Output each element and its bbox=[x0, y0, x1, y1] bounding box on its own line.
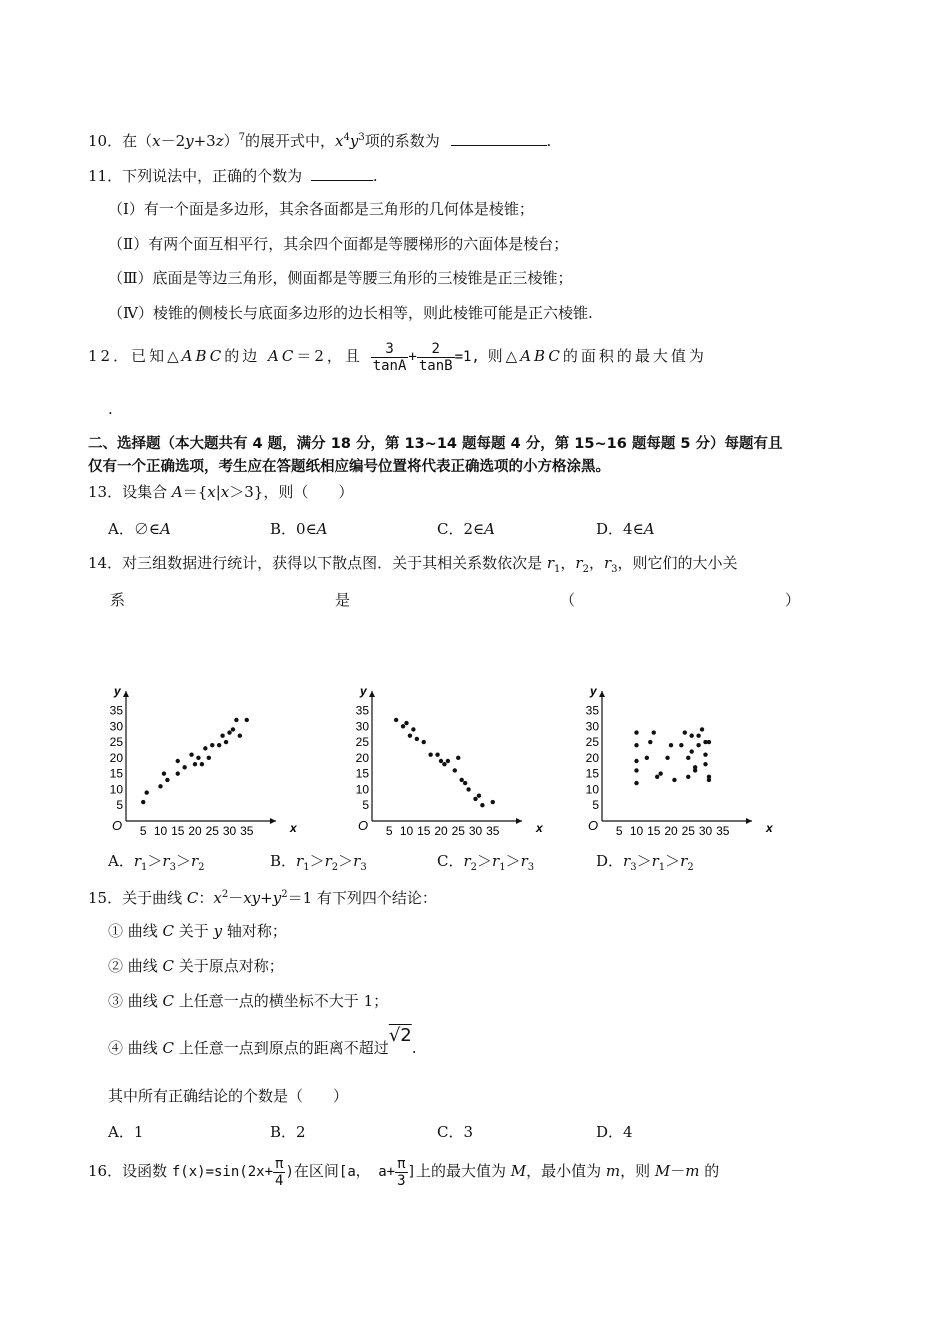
q11-item-2: （Ⅱ）有两个面互相平行，其余四个面都是等腰梯形的六面体是棱台； bbox=[108, 235, 569, 253]
y-axis-arrow bbox=[599, 691, 605, 697]
y-tick-label: 35 bbox=[109, 703, 123, 718]
x-axis-arrow bbox=[516, 818, 522, 824]
r-subscript: 3 bbox=[169, 862, 176, 873]
scatter-plot-3 bbox=[580, 684, 773, 839]
scatter-point bbox=[234, 718, 238, 722]
section-2-heading-line-2: 仅有一个正确选项，考生应在答题纸相应编号位置将代表正确选项的小方格涂黑。 bbox=[88, 459, 610, 475]
r-variable: r bbox=[162, 852, 170, 870]
scatter-point bbox=[200, 762, 204, 766]
scatter-point bbox=[193, 762, 197, 766]
q15-conclusion-2: ② 曲线 C 关于原点对称； bbox=[108, 957, 284, 975]
x-tick-label: 10 bbox=[399, 824, 414, 838]
answer-blank-11[interactable] bbox=[311, 164, 373, 181]
scatter-point bbox=[231, 727, 235, 731]
fraction-pi-3: $\frac{\pi}{3}$ bbox=[397, 1155, 406, 1189]
x-tick-label: 20 bbox=[664, 824, 678, 838]
scatter-point bbox=[404, 721, 408, 725]
scatter-point bbox=[446, 759, 450, 763]
scatter-point bbox=[658, 771, 662, 775]
scatter-point bbox=[634, 768, 638, 772]
q14-option-b[interactable]: B．$r_1>r_2>r_3$ bbox=[270, 852, 367, 873]
x-axis-arrow bbox=[746, 818, 752, 824]
origin-label: O bbox=[112, 818, 123, 833]
y-tick-label: 5 bbox=[362, 798, 369, 813]
y-tick-label: 30 bbox=[109, 719, 123, 734]
question-11: 11．下列说法中，正确的个数为 . bbox=[88, 164, 378, 186]
x-tick-label: 30 bbox=[698, 824, 713, 838]
scatter-point bbox=[634, 759, 638, 763]
q15-question: 其中所有正确结论的个数是（ ） bbox=[108, 1087, 349, 1105]
scatter-point bbox=[176, 771, 180, 775]
y-tick-label: 10 bbox=[585, 782, 599, 797]
question-15: 15．关于曲线 C：$x^2-xy+y^2=1$ 有下列四个结论： bbox=[88, 889, 437, 907]
x-axis-label: x bbox=[766, 821, 773, 835]
q14-option-c[interactable]: C．$r_2>r_1>r_3$ bbox=[437, 852, 535, 873]
scatter-point bbox=[428, 752, 432, 756]
r-variable: r bbox=[190, 852, 199, 870]
scatter-point bbox=[634, 781, 638, 785]
scatter-point bbox=[655, 775, 659, 779]
x-axis-label: x bbox=[290, 821, 297, 835]
scatter-point bbox=[693, 768, 697, 772]
r-variable: r bbox=[324, 852, 332, 870]
scatter-point bbox=[491, 800, 495, 804]
scatter-point bbox=[700, 727, 704, 731]
scatter-point bbox=[703, 752, 707, 756]
r-subscript: 1 bbox=[658, 862, 666, 873]
scatter-point bbox=[686, 775, 690, 779]
y-axis-arrow bbox=[123, 691, 129, 697]
x-tick-label: 35 bbox=[486, 824, 500, 838]
x-tick-label: 15 bbox=[417, 824, 431, 838]
x-tick-label: 30 bbox=[468, 824, 483, 838]
scatter-point bbox=[679, 743, 683, 747]
scatter-point bbox=[463, 781, 467, 785]
q11-item-3: （Ⅲ）底面是等边三角形，侧面都是等腰三角形的三棱锥是正三棱锥； bbox=[108, 269, 573, 287]
scatter-point bbox=[415, 737, 419, 741]
scatter-point bbox=[669, 743, 673, 747]
scatter-point bbox=[707, 740, 711, 744]
q15-option-d[interactable]: D．4 bbox=[596, 1123, 633, 1141]
y-axis-label: y bbox=[590, 684, 597, 698]
scatter-point bbox=[442, 762, 446, 766]
y-axis-arrow bbox=[369, 691, 375, 697]
x-tick-label: 25 bbox=[205, 824, 219, 838]
scatter-point bbox=[439, 759, 443, 763]
scatter-point bbox=[224, 740, 228, 744]
r-subscript: 1 bbox=[303, 862, 310, 873]
y-tick-label: 35 bbox=[585, 703, 599, 718]
x-tick-label: 20 bbox=[188, 824, 202, 838]
scatter-point bbox=[196, 756, 200, 760]
q13-option-c[interactable]: C．2∈A bbox=[437, 520, 495, 538]
y-tick-label: 25 bbox=[355, 735, 369, 750]
r-variable: r bbox=[520, 852, 528, 870]
scatter-point bbox=[683, 730, 687, 734]
x-tick-label: 10 bbox=[153, 824, 168, 838]
y-tick-label: 5 bbox=[116, 798, 123, 813]
scatter-point bbox=[686, 756, 690, 760]
scatter-point bbox=[141, 800, 145, 804]
scatter-point bbox=[645, 756, 649, 760]
q14-option-d[interactable]: D．$r_3>r_1>r_2$ bbox=[596, 852, 694, 873]
scatter-point bbox=[652, 730, 656, 734]
scatter-point bbox=[145, 790, 149, 794]
x-tick-label: 35 bbox=[716, 824, 730, 838]
greater-than-sign: ＞ bbox=[338, 852, 354, 870]
q11-item-4: （Ⅳ）棱锥的侧棱长与底面多边形的边长相等，则此棱锥可能是正六棱锥. bbox=[108, 304, 593, 322]
r-subscript: 2 bbox=[687, 862, 694, 873]
x-tick-label: 20 bbox=[434, 824, 448, 838]
y-tick-label: 15 bbox=[585, 766, 599, 781]
y-tick-label: 10 bbox=[355, 782, 369, 797]
scatter-plot-1 bbox=[104, 684, 297, 839]
scatter-plot-2 bbox=[350, 684, 543, 839]
scatter-point bbox=[672, 778, 676, 782]
r-variable: r bbox=[680, 852, 688, 870]
r-subscript: 2 bbox=[331, 862, 339, 873]
scatter-point bbox=[690, 734, 694, 738]
greater-than-sign: ＞ bbox=[147, 852, 163, 870]
q15-conclusion-3: ③ 曲线 C 上任意一点的横坐标不大于 1； bbox=[108, 992, 389, 1010]
q15-conclusion-1: ① 曲线 C 关于 y 轴对称； bbox=[108, 922, 287, 940]
section-2-heading-line-1: 二、选择题（本大题共有 4 题，满分 18 分，第 13~14 题每题 4 分，第 15~16 题每题 5 分）每题有且 bbox=[88, 436, 783, 452]
scatter-point bbox=[210, 743, 214, 747]
scatter-point bbox=[466, 787, 470, 791]
scatter-point bbox=[220, 734, 224, 738]
y-tick-label: 20 bbox=[585, 750, 599, 765]
scatter-point bbox=[690, 749, 694, 753]
scatter-point bbox=[456, 756, 460, 760]
scatter-point bbox=[435, 752, 439, 756]
scatter-point bbox=[227, 730, 231, 734]
fraction-pi-4: $\frac{\pi}{4}$ bbox=[275, 1155, 284, 1189]
q13-option-d[interactable]: D．4∈A bbox=[596, 520, 655, 538]
scatter-point bbox=[176, 759, 180, 763]
greater-than-sign: ＞ bbox=[636, 852, 652, 870]
x-tick-label: 35 bbox=[240, 824, 254, 838]
scatter-point bbox=[477, 794, 481, 798]
x-tick-label: 15 bbox=[647, 824, 661, 838]
greater-than-sign: ＞ bbox=[309, 852, 325, 870]
question-12: 12．已知△ABC的边 AC＝2，且 $\frac{3}{\tan A}$ + $\frac{2}{\tan B}$ =1, 则△ABC的面积的最大值为 bbox=[88, 340, 707, 374]
scatter-point bbox=[394, 718, 398, 722]
scatter-point bbox=[207, 756, 211, 760]
r-subscript: 1 bbox=[141, 862, 148, 873]
scatter-point bbox=[189, 752, 193, 756]
scatter-point bbox=[460, 778, 464, 782]
question-14-continued: 系 是 （ ） bbox=[110, 591, 800, 609]
q15-option-b[interactable]: B．2 bbox=[270, 1123, 306, 1141]
y-tick-label: 35 bbox=[355, 703, 369, 718]
x-tick-label: 25 bbox=[681, 824, 695, 838]
q12-end-dot: . bbox=[108, 400, 113, 418]
r-variable: r bbox=[492, 852, 500, 870]
scatter-point bbox=[408, 734, 412, 738]
q15-option-a[interactable]: A．1 bbox=[108, 1123, 144, 1141]
r-subscript: 3 bbox=[630, 862, 637, 873]
y-tick-label: 5 bbox=[592, 798, 599, 813]
origin-label: O bbox=[588, 818, 599, 833]
origin-label: O bbox=[358, 818, 369, 833]
scatter-point bbox=[634, 730, 638, 734]
y-tick-label: 10 bbox=[109, 782, 123, 797]
x-tick-label: 15 bbox=[171, 824, 185, 838]
sqrt-2: √2 bbox=[388, 1025, 412, 1046]
r-variable: r bbox=[133, 852, 142, 870]
scatter-point bbox=[158, 784, 162, 788]
scatter-point bbox=[696, 734, 700, 738]
fraction-2-tanB: $\frac{2}{\tan B}$ bbox=[418, 340, 453, 374]
y-tick-label: 30 bbox=[585, 719, 599, 734]
greater-than-sign: ＞ bbox=[477, 852, 493, 870]
scatter-point bbox=[401, 724, 405, 728]
x-tick-label: 5 bbox=[139, 824, 147, 838]
x-axis-label: x bbox=[536, 821, 543, 835]
q14-option-a[interactable]: A．$r_1>r_3>r_2$ bbox=[108, 852, 205, 873]
scatter-point bbox=[165, 778, 169, 782]
y-axis-label: y bbox=[360, 684, 367, 698]
r-variable: r bbox=[296, 852, 304, 870]
greater-than-sign: ＞ bbox=[665, 852, 681, 870]
scatter-point bbox=[707, 778, 711, 782]
scatter-point bbox=[648, 740, 652, 744]
y-tick-label: 15 bbox=[109, 766, 123, 781]
question-14: 14．对三组数据进行统计，获得以下散点图．关于其相关系数依次是 $r_1$，$r_2$，$r_3$，则它们的大小关 bbox=[88, 554, 738, 575]
q15-conclusion-4: ④ 曲线 C 上任意一点到原点的距离不超过√2. bbox=[108, 1025, 417, 1057]
scatter-point bbox=[453, 768, 457, 772]
scatter-point bbox=[696, 743, 700, 747]
greater-than-sign: ＞ bbox=[505, 852, 521, 870]
scatter-point bbox=[162, 771, 166, 775]
r-variable: r bbox=[651, 852, 659, 870]
y-tick-label: 20 bbox=[355, 750, 369, 765]
scatter-point bbox=[217, 743, 221, 747]
x-tick-label: 25 bbox=[451, 824, 465, 838]
r-variable: r bbox=[353, 852, 361, 870]
scatter-point bbox=[411, 727, 415, 731]
scatter-point bbox=[634, 743, 638, 747]
r-subscript: 2 bbox=[198, 862, 205, 873]
q15-option-c[interactable]: C．3 bbox=[437, 1123, 474, 1141]
scatter-point bbox=[182, 765, 186, 769]
q13-option-a[interactable]: A．∅∈A bbox=[108, 520, 171, 538]
r-variable: r bbox=[463, 852, 471, 870]
y-axis-label: y bbox=[114, 684, 121, 698]
scatter-point bbox=[203, 746, 207, 750]
scatter-point bbox=[703, 762, 707, 766]
greater-than-sign: ＞ bbox=[175, 852, 191, 870]
y-tick-label: 25 bbox=[585, 735, 599, 750]
r-variable: r bbox=[623, 852, 631, 870]
q11-item-1: （Ⅰ）有一个面是多边形，其余各面都是三角形的几何体是棱锥； bbox=[108, 200, 534, 218]
x-axis-arrow bbox=[270, 818, 276, 824]
scatter-point bbox=[245, 718, 249, 722]
y-tick-label: 25 bbox=[109, 735, 123, 750]
scatter-point bbox=[238, 734, 242, 738]
fraction-3-tanA: $\frac{3}{\tan A}$ bbox=[372, 340, 407, 374]
q13-option-b[interactable]: B．0∈A bbox=[270, 520, 328, 538]
x-tick-label: 5 bbox=[385, 824, 393, 838]
question-10: 10．在$(x-2y+3z)^7$的展开式中，$x^4y^3$项的系数为 . bbox=[88, 128, 551, 151]
scatter-point bbox=[422, 740, 426, 744]
x-tick-label: 30 bbox=[222, 824, 237, 838]
r-subscript: 1 bbox=[499, 862, 506, 873]
x-tick-label: 5 bbox=[615, 824, 623, 838]
scatter-point bbox=[480, 803, 484, 807]
scatter-point bbox=[473, 797, 477, 801]
scatter-point bbox=[665, 756, 669, 760]
question-13: 13．设集合 A＝{x|x＞3}，则（ ） bbox=[88, 483, 354, 501]
x-tick-label: 10 bbox=[629, 824, 644, 838]
r-subscript: 2 bbox=[470, 862, 478, 873]
y-tick-label: 20 bbox=[109, 750, 123, 765]
question-16: 16．设函数 f(x)=sin(2x+ $\frac{\pi}{4}$ )在区间[a， a+ $\frac{\pi}{3}$ ]上的最大值为 M，最小值为 m，则 M－m 的 bbox=[88, 1155, 720, 1189]
answer-blank-10[interactable] bbox=[451, 129, 547, 146]
r-subscript: 3 bbox=[527, 862, 535, 873]
y-tick-label: 15 bbox=[355, 766, 369, 781]
y-tick-label: 30 bbox=[355, 719, 369, 734]
r-subscript: 3 bbox=[360, 862, 367, 873]
